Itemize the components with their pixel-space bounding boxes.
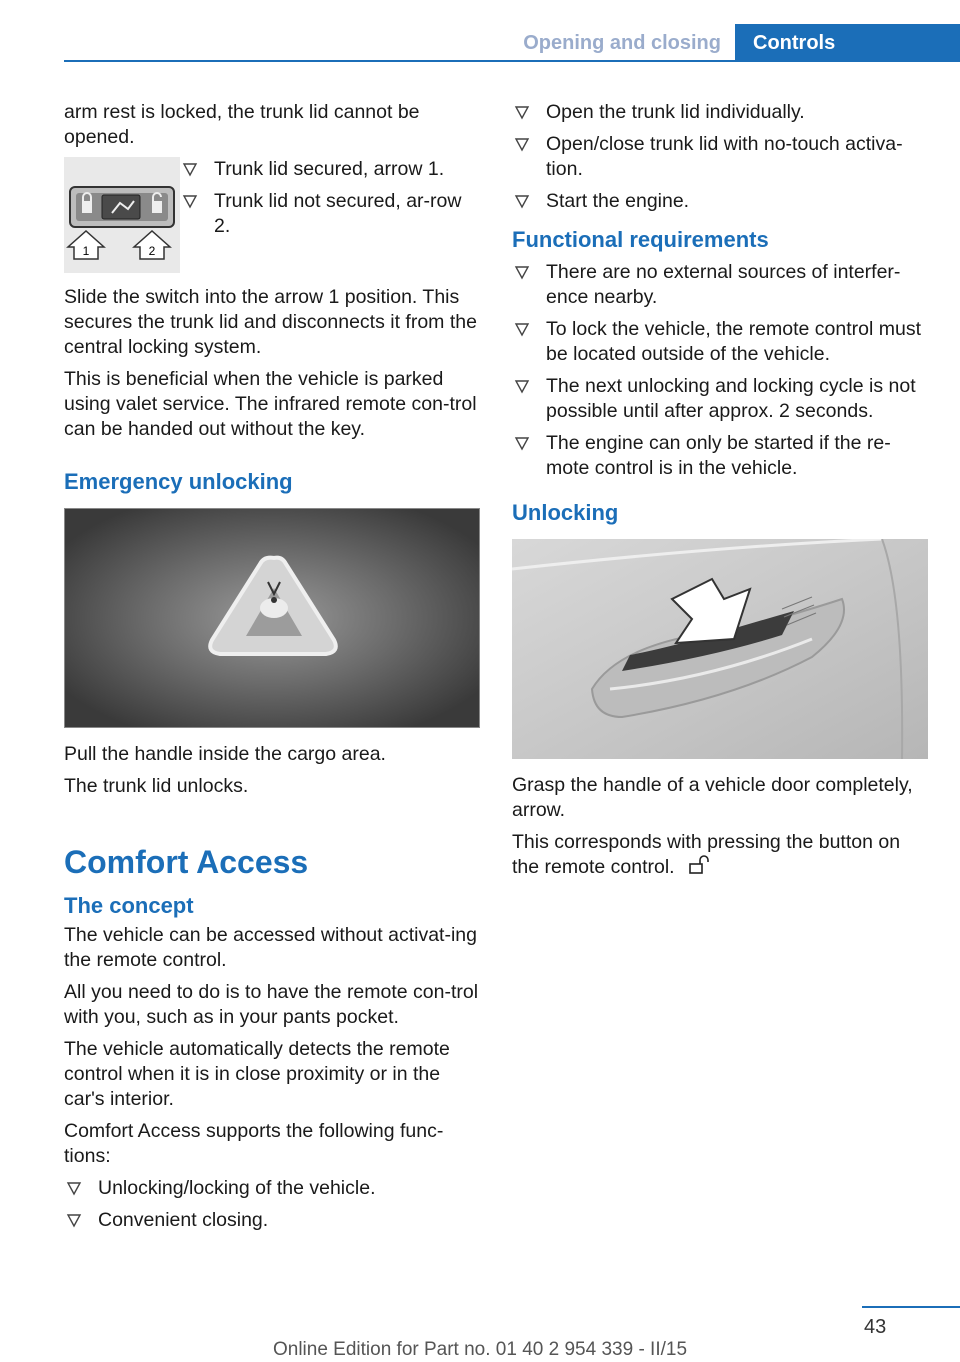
list-item-text: Open the trunk lid individually.: [546, 101, 805, 123]
paragraph: Pull the handle inside the cargo area.: [64, 743, 386, 765]
arrow-label-1: 1: [82, 244, 90, 258]
trunk-switch-illustration: [64, 157, 180, 273]
paragraph: All you need to do is to have the remote con‐trol with you, such as in your pants pocket.: [64, 981, 479, 1028]
door-handle-photo: [512, 539, 928, 759]
list-item: [512, 260, 930, 310]
list-item-text: There are no external sources of interfer‐ence nearby.: [546, 261, 901, 308]
emergency-handle-photo: [64, 508, 480, 728]
chapter-tab: Controls: [735, 24, 960, 62]
list-item-text: Open/close trunk lid with no-touch activa‐tion.: [546, 133, 903, 180]
switch-block: [64, 157, 480, 273]
list-item-text: Start the engine.: [546, 190, 690, 212]
edition-footer: Online Edition for Part no. 01 40 2 954 339 - II/15: [272, 1339, 688, 1360]
triangle-bullet-icon: [65, 1179, 83, 1197]
list-item: [512, 431, 930, 481]
switch-list: [180, 157, 480, 263]
comfort-access-heading: Comfort Access: [64, 844, 309, 880]
paragraph: The vehicle automatically detects the remote control when it is in close proximity or in the car's interior.: [64, 1038, 450, 1110]
triangle-bullet-icon: [181, 160, 199, 178]
concept-heading: The concept: [64, 893, 194, 918]
triangle-bullet-icon: [513, 263, 531, 281]
list-item: [180, 157, 480, 182]
triangle-bullet-icon: [513, 103, 531, 121]
list-item-text: Trunk lid secured, arrow 1.: [214, 158, 445, 180]
triangle-bullet-icon: [65, 1211, 83, 1229]
page-number: 43: [864, 1316, 887, 1338]
triangle-bullet-icon: [513, 135, 531, 153]
left-column: [64, 100, 480, 1243]
paragraph: Slide the switch into the arrow 1 position. This secures the trunk lid and disconnects it from the central locking system.: [64, 286, 477, 358]
list-item-text: Trunk lid not secured, ar‐row 2.: [214, 190, 462, 237]
unlock-icon: [688, 855, 710, 875]
triangle-bullet-icon: [513, 434, 531, 452]
remote-control-paragraph: [512, 830, 930, 880]
functions-list-continued: [512, 100, 930, 214]
list-item: [512, 100, 930, 125]
header-rule: [64, 60, 960, 62]
paragraph: This is beneficial when the vehicle is parked using valet service. The infrared remote con‐trol can be handed out without the key.: [64, 368, 477, 440]
list-item: [64, 1208, 480, 1233]
paragraph: Comfort Access supports the following func‐tions:: [64, 1120, 444, 1167]
triangle-bullet-icon: [513, 377, 531, 395]
intro-paragraph: arm rest is locked, the trunk lid cannot be opened.: [64, 101, 420, 148]
list-item: [512, 317, 930, 367]
requirements-heading: Functional requirements: [512, 227, 769, 252]
section-title: Opening and closing: [523, 32, 721, 54]
triangle-bullet-icon: [513, 320, 531, 338]
list-item-text: To lock the vehicle, the remote control must be located outside of the vehicle.: [546, 318, 922, 365]
emergency-heading: Emergency unlocking: [64, 469, 293, 494]
requirements-list: [512, 260, 930, 481]
list-item-text: The engine can only be started if the re‐mote control is in the vehicle.: [546, 432, 891, 479]
arrow-label-2: 2: [148, 244, 156, 258]
list-item: [512, 374, 930, 424]
triangle-bullet-icon: [181, 192, 199, 210]
paragraph: The trunk lid unlocks.: [64, 775, 249, 797]
paragraph: Grasp the handle of a vehicle door completely, arrow.: [512, 774, 913, 821]
paragraph: The vehicle can be accessed without activat‐ing the remote control.: [64, 924, 477, 971]
right-column: [512, 100, 930, 887]
functions-list: [64, 1176, 480, 1233]
list-item: [64, 1176, 480, 1201]
list-item: [512, 132, 930, 182]
list-item: [512, 189, 930, 214]
triangle-bullet-icon: [513, 192, 531, 210]
list-item-text: Convenient closing.: [98, 1209, 269, 1231]
footer-rule: [862, 1306, 960, 1308]
list-item-text: Unlocking/locking of the vehicle.: [98, 1177, 376, 1199]
list-item-text: The next unlocking and locking cycle is not possible until after approx. 2 seconds.: [546, 375, 916, 422]
paragraph-text: This corresponds with pressing the button on the remote control.: [512, 831, 901, 878]
unlocking-heading: Unlocking: [512, 500, 619, 525]
list-item: [180, 189, 480, 239]
